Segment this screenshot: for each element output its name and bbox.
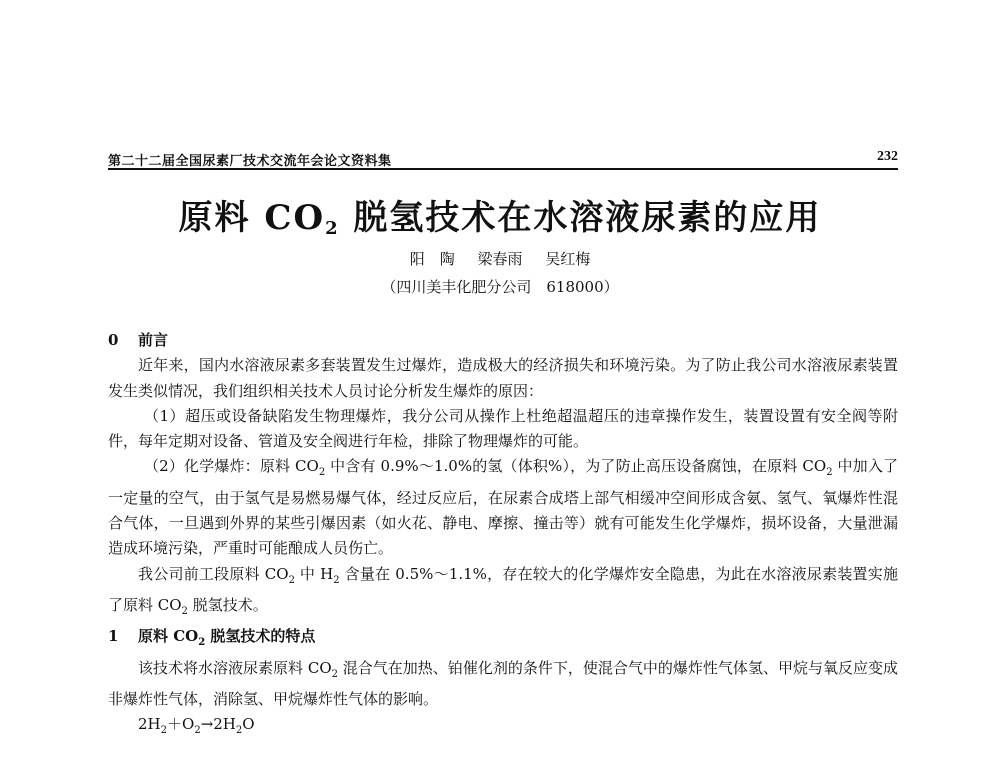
author-list: [0, 248, 1000, 269]
author-name: 吴红梅: [545, 250, 591, 268]
section-heading: 1 原料 $CO_2$ 脱氢技术的特点: [108, 627, 316, 649]
section-heading: 0 前言: [108, 331, 169, 349]
paragraph: 近年来，国内水溶液尿素多套装置发生过爆炸，造成极大的经济损失和环境污染。为了防止我公司水溶液尿素装置发生类似情况，我们组织相关技术人员讨论分析发生爆炸的原因：: [108, 356, 898, 400]
author-name: 阳 陶: [409, 250, 455, 268]
paragraph: 我公司前工段原料 $CO_2$ 中 $H_2$ 含量在 0.5%～1.1%，存在较大的化学爆炸安全隐患，为此在水溶液尿素装置实施了原料 $CO_2$ 脱氢技术。: [108, 564, 898, 617]
page-number: 232: [877, 149, 898, 164]
paper-title: 原料 $CO_2$ 脱氢技术在水溶液尿素的应用: [178, 198, 822, 239]
body-text: [108, 328, 898, 743]
author-name: 梁春雨: [477, 250, 523, 268]
chemical-equation: $2H_2+O_2\to 2H_2O$: [138, 715, 255, 737]
paragraph: （2）化学爆炸：原料 $CO_2$ 中含有 0.9%～1.0%的氢（体积%），为了防止高压设备腐蚀，在原料 $CO_2$ 中加入了一定量的空气，由于氢气是易燃易爆气体，经过反应后，在尿素合成塔上部气相缓冲空间形成含氨、氢气、氧爆炸性混合气体，一旦遇到外界的某些引爆因素（如火花、静电、摩擦、撞击等）就有可能发生化学爆炸，损坏设备，大量泄漏造成环境污染，严重时可能酿成人员伤亡。: [108, 457, 898, 558]
journal-title: 第二十二届全国尿素厂技术交流年会论文资料集: [108, 154, 392, 169]
paragraph: （1）超压或设备缺陷发生物理爆炸，我分公司从操作上杜绝超温超压的违章操作发生，装置设置有安全阀等附件，每年定期对设备、管道及安全阀进行年检，排除了物理爆炸的可能。: [108, 406, 898, 451]
affiliation: （四川美丰化肥分公司 618000）: [381, 278, 619, 296]
running-header: [108, 148, 898, 170]
paragraph: 该技术将水溶液尿素原料 $CO_2$ 混合气在加热、铂催化剂的条件下，使混合气中的爆炸性气体氢、甲烷与氧反应变成非爆炸性气体，消除氢、甲烷爆炸性气体的影响。: [108, 658, 898, 708]
